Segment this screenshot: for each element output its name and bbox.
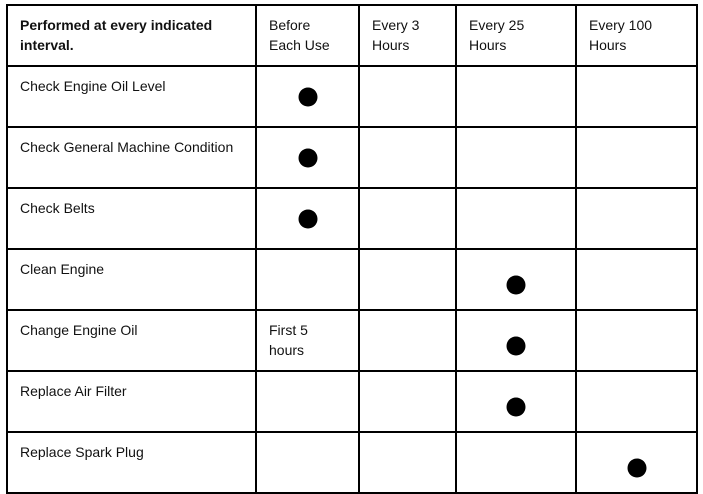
table-row [7, 371, 697, 432]
interval-header-before-each-use: Before Each Use [256, 5, 359, 66]
filled-circle-icon [298, 87, 317, 106]
interval-cell [576, 188, 697, 249]
table-row [7, 249, 697, 310]
task-name: Check Belts [7, 188, 256, 249]
interval-cell [256, 66, 359, 127]
table-row [7, 66, 697, 127]
interval-cell [359, 310, 456, 371]
header-row [7, 5, 697, 66]
filled-circle-icon [298, 148, 317, 167]
interval-header-every-25-hours: Every 25 Hours [456, 5, 576, 66]
table-row [7, 310, 697, 371]
filled-circle-icon [298, 209, 317, 228]
interval-cell [256, 127, 359, 188]
interval-cell [359, 249, 456, 310]
task-column-header: Performed at every indicated interval. [7, 5, 256, 66]
filled-circle-icon [507, 275, 526, 294]
interval-header-every-100-hours: Every 100 Hours [576, 5, 697, 66]
interval-cell [359, 127, 456, 188]
interval-cell [256, 188, 359, 249]
task-name: Change Engine Oil [7, 310, 256, 371]
interval-cell [456, 310, 576, 371]
interval-cell [256, 249, 359, 310]
interval-cell [359, 188, 456, 249]
interval-cell [456, 188, 576, 249]
filled-circle-icon [627, 458, 646, 477]
table-row [7, 127, 697, 188]
interval-cell [456, 249, 576, 310]
maintenance-schedule-table [6, 4, 698, 494]
task-name: Check Engine Oil Level [7, 66, 256, 127]
interval-cell [456, 127, 576, 188]
interval-cell [576, 249, 697, 310]
interval-cell [256, 432, 359, 493]
interval-cell [576, 127, 697, 188]
task-name: Replace Spark Plug [7, 432, 256, 493]
interval-cell [256, 371, 359, 432]
interval-cell [456, 66, 576, 127]
interval-cell [456, 432, 576, 493]
task-name: Check General Machine Condition [7, 127, 256, 188]
interval-cell [576, 432, 697, 493]
interval-cell [359, 432, 456, 493]
interval-note: First 5 hours [256, 310, 359, 371]
task-name: Clean Engine [7, 249, 256, 310]
filled-circle-icon [507, 336, 526, 355]
filled-circle-icon [507, 397, 526, 416]
interval-header-every-3-hours: Every 3 Hours [359, 5, 456, 66]
table-body [7, 66, 697, 493]
interval-cell [576, 310, 697, 371]
interval-cell [576, 371, 697, 432]
interval-cell [359, 371, 456, 432]
interval-cell [359, 66, 456, 127]
table-row [7, 432, 697, 493]
task-name: Replace Air Filter [7, 371, 256, 432]
interval-cell [456, 371, 576, 432]
interval-cell [576, 66, 697, 127]
table-row [7, 188, 697, 249]
